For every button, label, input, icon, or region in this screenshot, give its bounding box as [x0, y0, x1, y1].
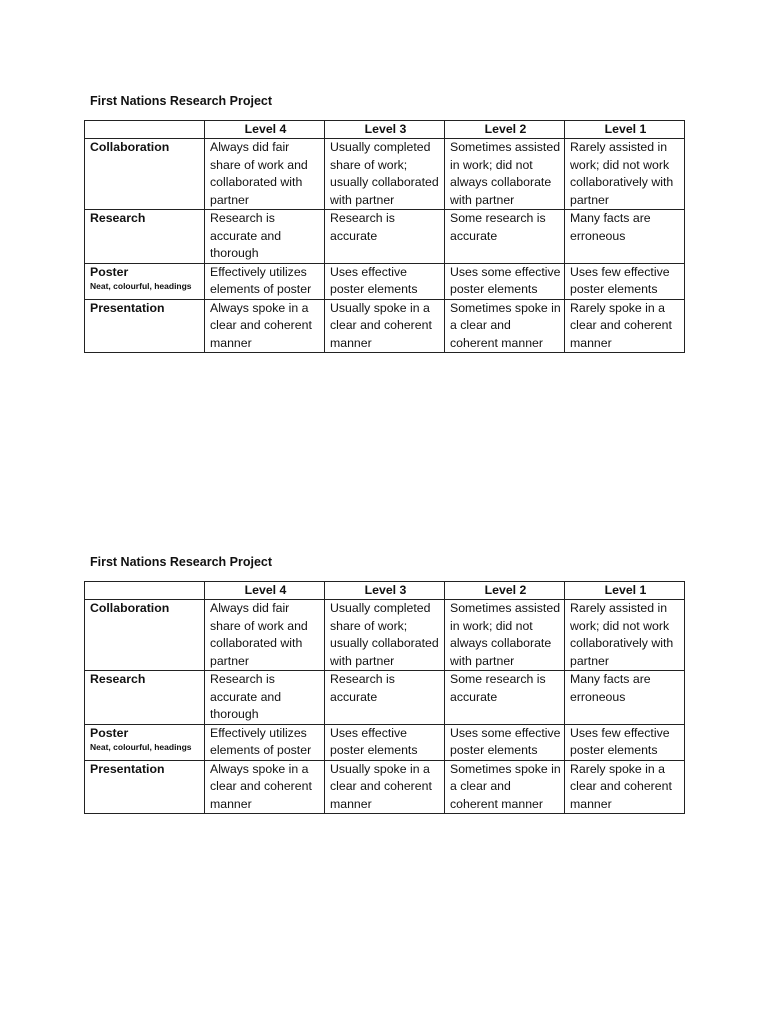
- table-row: [85, 299, 685, 353]
- criterion-label: Research: [90, 211, 146, 225]
- table-cell: Uses some effective poster elements: [445, 263, 565, 299]
- table-row: [85, 760, 685, 814]
- criterion-label: Poster: [90, 725, 129, 740]
- table-cell: Some research is accurate: [445, 210, 565, 264]
- criterion-label: Research: [90, 672, 146, 686]
- table-cell: Rarely assisted in work; did not work collaboratively with partner: [565, 139, 685, 210]
- header-cell-blank: [85, 582, 205, 600]
- table-row: [85, 210, 685, 264]
- table-cell: Always spoke in a clear and coherent manner: [205, 760, 325, 814]
- table-cell: Sometimes spoke in a clear and coherent manner: [445, 760, 565, 814]
- table-cell: Research is accurate and thorough: [205, 210, 325, 264]
- table-cell: Some research is accurate: [445, 671, 565, 725]
- table-cell: Research is accurate: [325, 671, 445, 725]
- criterion-presentation: [85, 299, 205, 353]
- table-cell: Rarely assisted in work; did not work collaboratively with partner: [565, 600, 685, 671]
- table-cell: Research is accurate: [325, 210, 445, 264]
- rubric-1: [84, 94, 687, 353]
- criterion-poster: [85, 724, 205, 760]
- rubric-table: [84, 581, 685, 814]
- table-cell: Usually completed share of work; usually collaborated with partner: [325, 600, 445, 671]
- rubric-table: [84, 120, 685, 353]
- criterion-label: Collaboration: [90, 140, 170, 154]
- criterion-collaboration: [85, 139, 205, 210]
- table-cell: Effectively utilizes elements of poster: [205, 263, 325, 299]
- header-level-1: Level 1: [565, 121, 685, 139]
- header-row: [85, 582, 685, 600]
- criterion-note: Neat, colourful, headings: [90, 742, 192, 752]
- table-row: [85, 263, 685, 299]
- table-cell: Sometimes assisted in work; did not always collaborate with partner: [445, 139, 565, 210]
- criterion-note: Neat, colourful, headings: [90, 281, 192, 291]
- table-row: [85, 724, 685, 760]
- table-cell: Effectively utilizes elements of poster: [205, 724, 325, 760]
- criterion-collaboration: [85, 600, 205, 671]
- rubric-title: First Nations Research Project: [90, 555, 273, 569]
- table-cell: Many facts are erroneous: [565, 671, 685, 725]
- header-level-3: Level 3: [325, 582, 445, 600]
- header-cell-blank: [85, 121, 205, 139]
- header-level-2: Level 2: [445, 582, 565, 600]
- table-cell: Always spoke in a clear and coherent manner: [205, 299, 325, 353]
- criterion-label: Collaboration: [90, 601, 170, 615]
- table-cell: Rarely spoke in a clear and coherent manner: [565, 760, 685, 814]
- table-cell: Uses some effective poster elements: [445, 724, 565, 760]
- table-row: [85, 600, 685, 671]
- table-row: [85, 671, 685, 725]
- table-cell: Always did fair share of work and collaborated with partner: [205, 600, 325, 671]
- rubric-2: [84, 555, 687, 814]
- table-cell: Usually completed share of work; usually collaborated with partner: [325, 139, 445, 210]
- criterion-poster: [85, 263, 205, 299]
- header-level-4: Level 4: [205, 121, 325, 139]
- criterion-label: Poster: [90, 264, 129, 279]
- header-row: [85, 121, 685, 139]
- table-cell: Research is accurate and thorough: [205, 671, 325, 725]
- criterion-research: [85, 210, 205, 264]
- table-cell: Uses few effective poster elements: [565, 263, 685, 299]
- table-cell: Usually spoke in a clear and coherent manner: [325, 760, 445, 814]
- table-row: [85, 139, 685, 210]
- criterion-presentation: [85, 760, 205, 814]
- criterion-label: Presentation: [90, 300, 165, 315]
- header-level-1: Level 1: [565, 582, 685, 600]
- table-cell: Rarely spoke in a clear and coherent manner: [565, 299, 685, 353]
- table-cell: Uses few effective poster elements: [565, 724, 685, 760]
- table-cell: Uses effective poster elements: [325, 724, 445, 760]
- table-cell: Uses effective poster elements: [325, 263, 445, 299]
- header-level-3: Level 3: [325, 121, 445, 139]
- table-cell: Sometimes assisted in work; did not always collaborate with partner: [445, 600, 565, 671]
- criterion-label: Presentation: [90, 761, 165, 776]
- header-level-4: Level 4: [205, 582, 325, 600]
- criterion-research: [85, 671, 205, 725]
- table-cell: Many facts are erroneous: [565, 210, 685, 264]
- table-cell: Sometimes spoke in a clear and coherent manner: [445, 299, 565, 353]
- header-level-2: Level 2: [445, 121, 565, 139]
- table-cell: Always did fair share of work and collaborated with partner: [205, 139, 325, 210]
- table-cell: Usually spoke in a clear and coherent manner: [325, 299, 445, 353]
- rubric-title: First Nations Research Project: [90, 94, 273, 108]
